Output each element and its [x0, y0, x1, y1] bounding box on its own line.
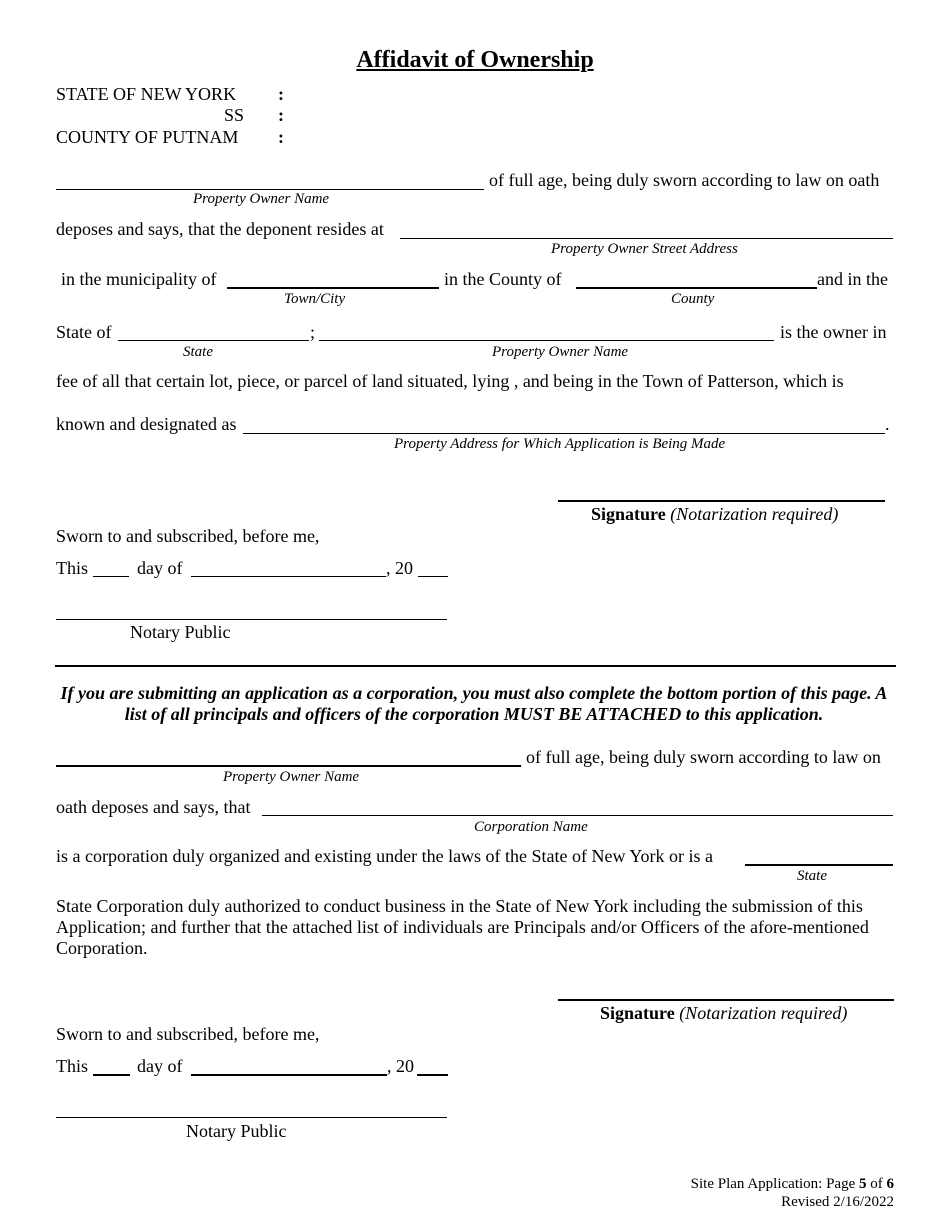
- page-title: Affidavit of Ownership: [356, 47, 594, 73]
- corp-day-field[interactable]: [93, 1074, 130, 1076]
- corp-notary-public-label: Notary Public: [186, 1121, 287, 1141]
- corp-sworn-subscribed-text: Sworn to and subscribed, before me,: [56, 1024, 320, 1044]
- footer-page-info: Site Plan Application: Page 5 of 6: [690, 1176, 894, 1192]
- property-address-caption: Property Address for Which Application is Being Made: [394, 436, 726, 452]
- notary-public-label: Notary Public: [130, 622, 231, 642]
- state-of-text: State of: [56, 322, 112, 342]
- owner-name-caption: Property Owner Name: [193, 191, 330, 207]
- municipality-text: in the municipality of: [61, 269, 217, 289]
- corp-year-field[interactable]: [417, 1074, 448, 1076]
- property-address-field[interactable]: [243, 433, 885, 434]
- sworn-statement-text: of full age, being duly sworn according to law on oath: [489, 170, 880, 190]
- signature-line[interactable]: [558, 500, 885, 502]
- corporation-laws-text: is a corporation duly organized and existing under the laws of the State of New York or is a: [56, 846, 714, 866]
- corporation-name-caption: Corporation Name: [474, 819, 588, 835]
- corporation-notice: If you are submitting an application as a corporation, you must also complete the bottom portion of this page. A list of all principals and officers of the corporation MUST BE ATTACHED to this application.: [60, 683, 888, 725]
- corp-sworn-statement-text: of full age, being duly sworn according to law on: [526, 747, 881, 767]
- corp-signature-label: Signature (Notarization required): [600, 1003, 848, 1023]
- corp-state-field[interactable]: [745, 864, 893, 866]
- and-in-the-text: and in the: [817, 269, 888, 289]
- owner-name-field-2[interactable]: [319, 340, 774, 341]
- town-city-caption: Town/City: [284, 291, 346, 307]
- venue-ss: SS: [224, 105, 245, 125]
- oath-deposes-text: oath deposes and says, that: [56, 797, 251, 817]
- year-field[interactable]: [418, 576, 448, 577]
- corporation-paragraph: State Corporation duly authorized to conduct business in the State of New York including the submission of this Application; and further that the attached list of individuals are Principals and/or Officers of the afore-mentioned Corporation.: [56, 896, 869, 959]
- venue-state: STATE OF NEW YORK: [56, 84, 237, 104]
- corp-owner-name-field[interactable]: [56, 765, 521, 767]
- state-caption: State: [183, 344, 213, 360]
- footer-revised: Revised 2/16/2022: [781, 1194, 894, 1210]
- street-address-caption: Property Owner Street Address: [551, 241, 738, 257]
- day-field[interactable]: [93, 576, 129, 577]
- corp-year-prefix-text: , 20: [387, 1056, 414, 1076]
- period-text: .: [885, 414, 890, 434]
- known-designated-text: known and designated as: [56, 414, 237, 434]
- corp-this-text: This: [56, 1056, 89, 1076]
- month-field[interactable]: [191, 576, 386, 577]
- town-city-field[interactable]: [227, 287, 439, 289]
- corp-owner-name-caption: Property Owner Name: [223, 769, 360, 785]
- corp-notary-signature-line[interactable]: [56, 1117, 447, 1118]
- signature-label: Signature (Notarization required): [591, 504, 839, 524]
- semicolon-text: ;: [310, 322, 316, 342]
- sworn-subscribed-text: Sworn to and subscribed, before me,: [56, 526, 320, 546]
- corp-state-caption: State: [797, 868, 827, 884]
- corp-signature-line[interactable]: [558, 999, 894, 1001]
- section-divider: [55, 665, 896, 667]
- county-text: in the County of: [444, 269, 562, 289]
- county-field[interactable]: [576, 287, 817, 289]
- venue-county: COUNTY OF PUTNAM: [56, 127, 239, 147]
- corp-day-of-text: day of: [137, 1056, 183, 1076]
- this-text: This: [56, 558, 89, 578]
- county-caption: County: [671, 291, 715, 307]
- day-of-text: day of: [137, 558, 183, 578]
- venue-colon: :: [278, 84, 284, 104]
- street-address-field[interactable]: [400, 238, 893, 239]
- notary-signature-line[interactable]: [56, 619, 447, 620]
- owner-name-field[interactable]: [56, 189, 484, 190]
- owner-name-caption-2: Property Owner Name: [492, 344, 629, 360]
- resides-text: deposes and says, that the deponent resides at: [56, 219, 384, 239]
- is-owner-in-text: is the owner in: [780, 322, 887, 342]
- state-field[interactable]: [118, 340, 309, 341]
- fee-text: fee of all that certain lot, piece, or parcel of land situated, lying , and being in the Town of Patterson, which is: [56, 371, 844, 391]
- year-prefix-text: , 20: [386, 558, 413, 578]
- venue-colon: :: [278, 105, 284, 125]
- venue-colon: :: [278, 127, 284, 147]
- corp-month-field[interactable]: [191, 1074, 387, 1076]
- corporation-name-field[interactable]: [262, 815, 893, 816]
